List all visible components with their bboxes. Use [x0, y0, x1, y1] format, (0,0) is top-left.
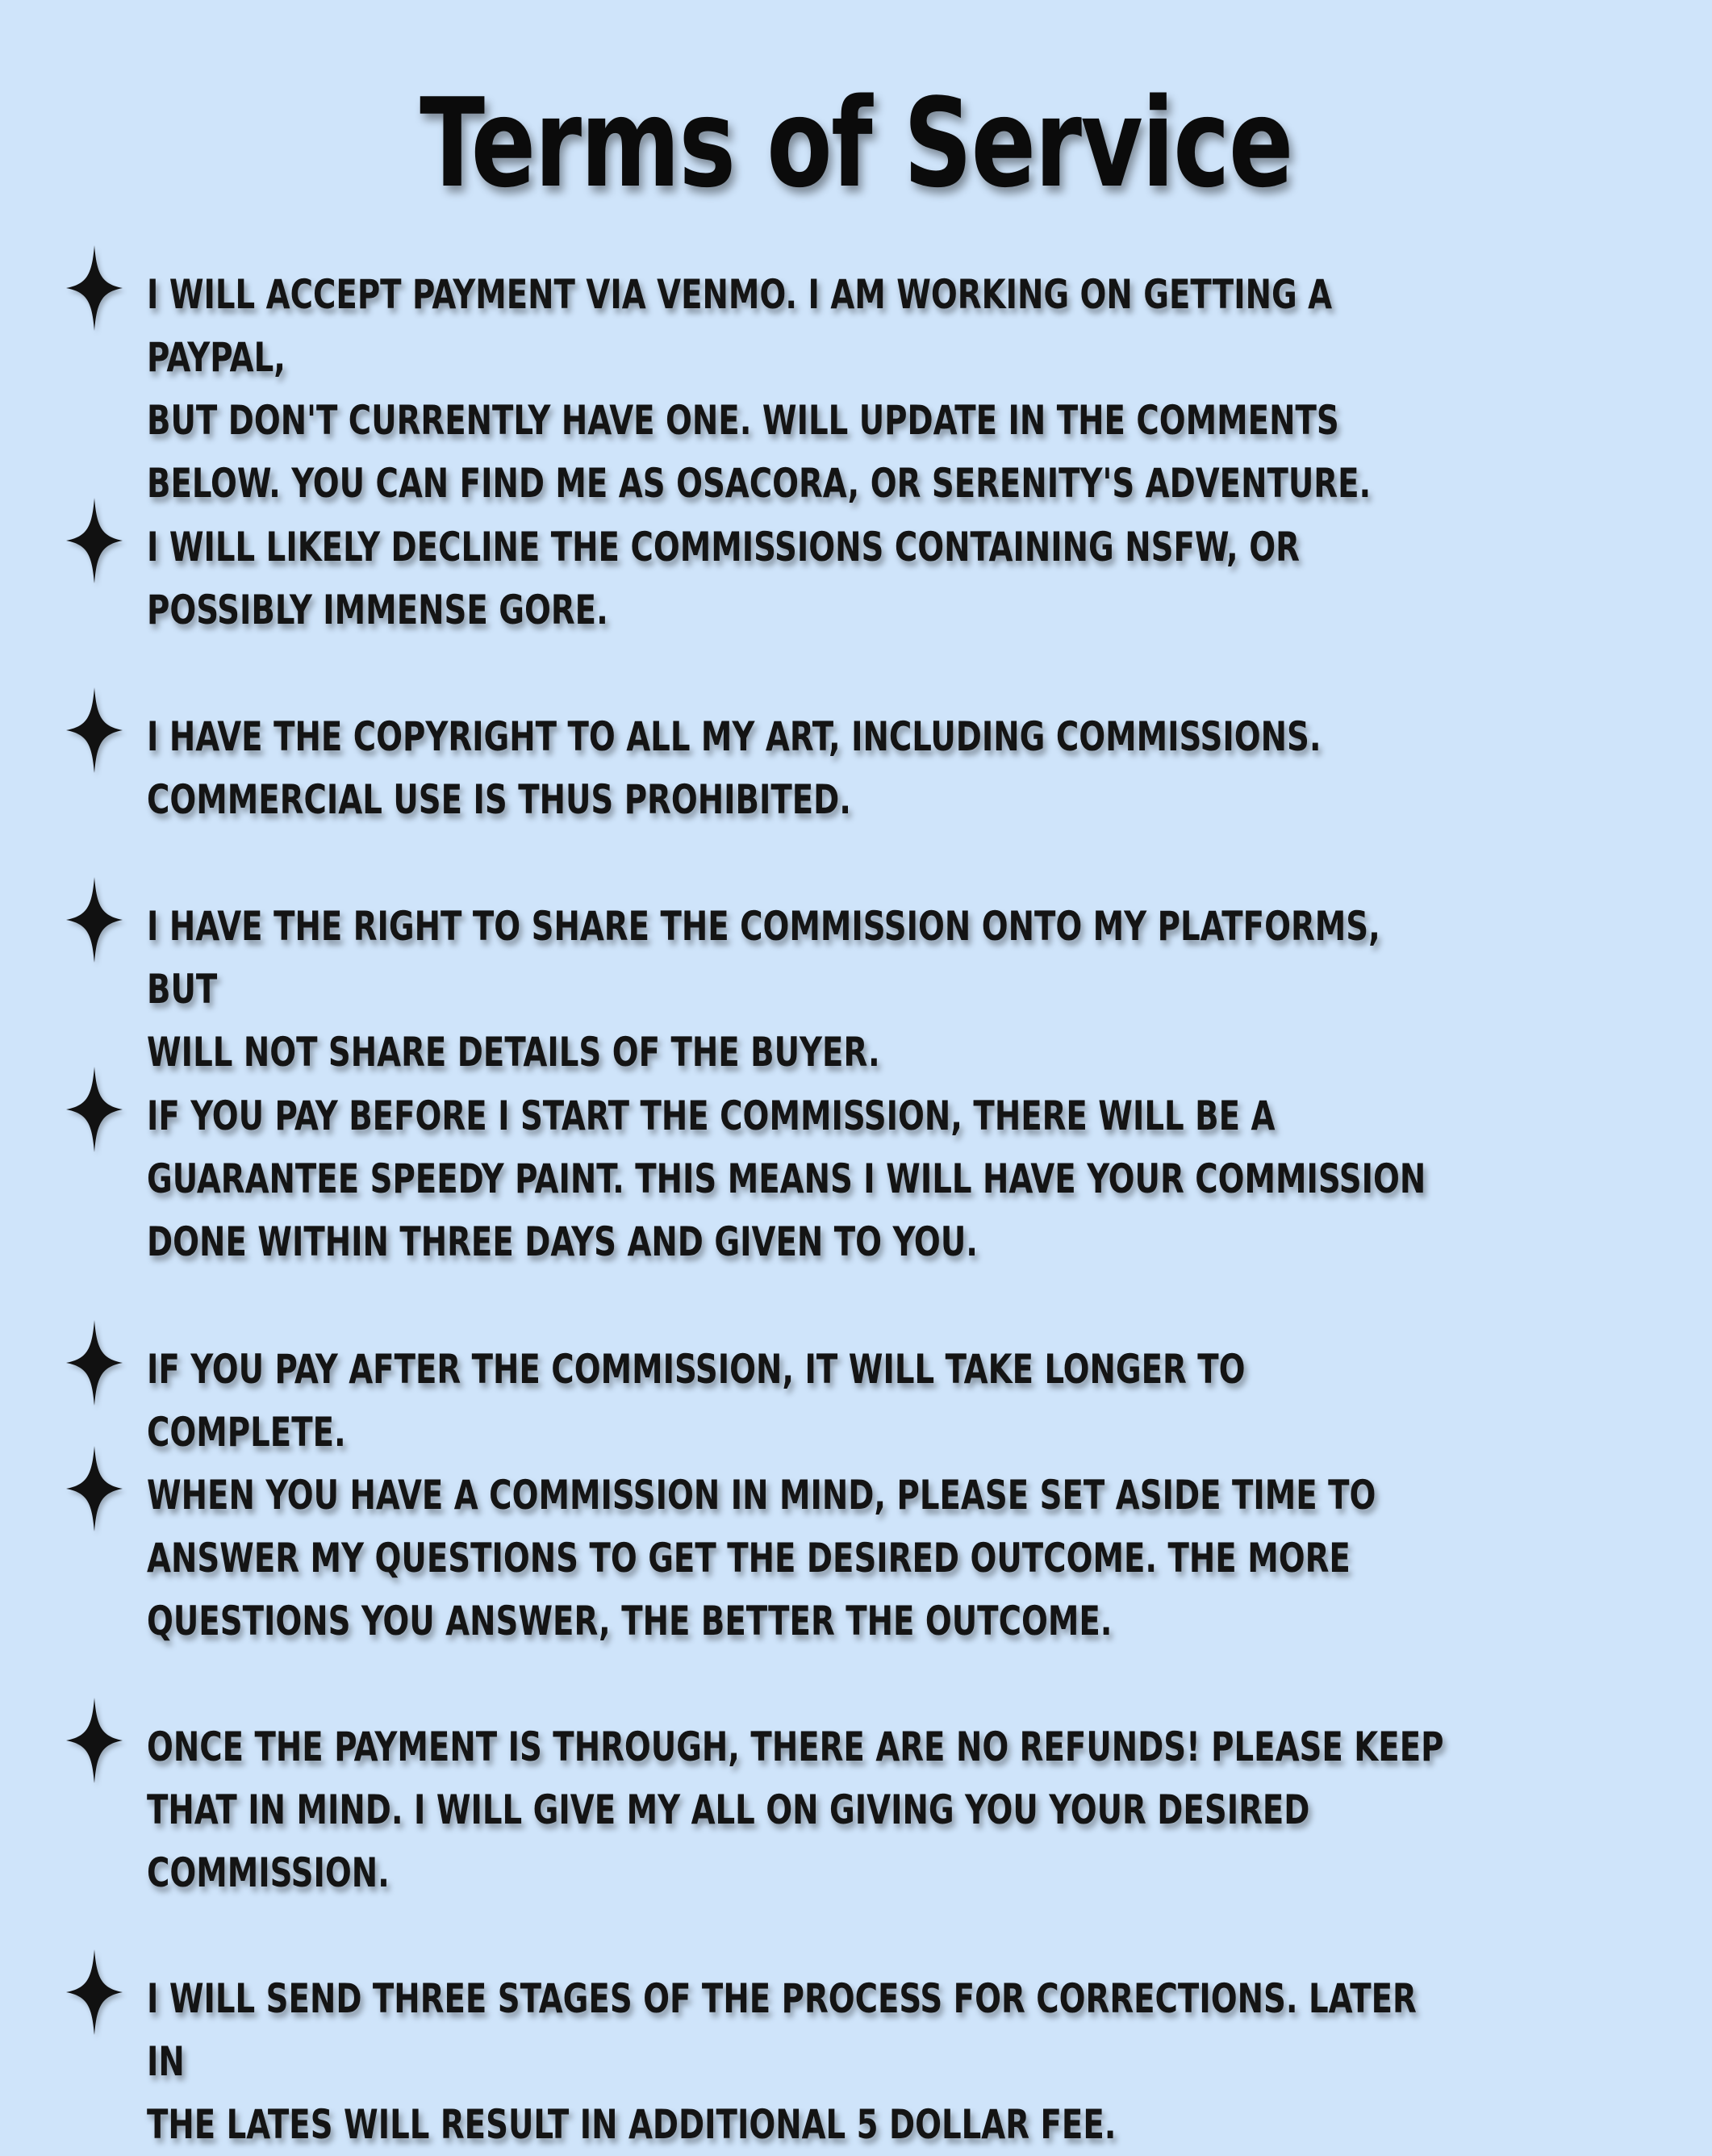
four-point-star-icon [66, 1067, 123, 1152]
rule-text: I WILL LIKELY DECLINE THE COMMISSIONS CONTAINING NSFW, OR POSSIBLY IMMENSE GORE. [147, 524, 1300, 633]
four-point-star-icon [66, 877, 123, 963]
four-point-star-icon [66, 1698, 123, 1783]
rule-text: IF YOU PAY BEFORE I START THE COMMISSION, THERE WILL BE A GUARANTEE SPEEDY PAINT. THIS MEANS I WILL HAVE YOUR COMMISSION DONE WITHIN THREE DAYS AND GIVEN TO YOU. [147, 1093, 1426, 1265]
four-point-star-icon [66, 1446, 123, 1531]
rule-text: I WILL SEND THREE STAGES OF THE PROCESS FOR CORRECTIONS. LATER IN THE LATES WILL RESULT IN ADDITIONAL 5 DOLLAR FEE. [147, 1975, 1417, 2148]
page-title: Terms of Service [420, 72, 1292, 215]
rule-text: I WILL ACCEPT PAYMENT VIA VENMO. I AM WORKING ON GETTING A PAYPAL, BUT DON'T CURRENTLY HAVE ONE. WILL UPDATE IN THE COMMENTS BELOW. YOU CAN FIND ME AS OSACORA, OR SERENITY'S ADVENTURE. [147, 271, 1372, 507]
rule-text: I HAVE THE RIGHT TO SHARE THE COMMISSION ONTO MY PLATFORMS, BUT WILL NOT SHARE DETAILS OF THE BUYER. [147, 903, 1380, 1076]
rule-text: I HAVE THE COPYRIGHT TO ALL MY ART, INCLUDING COMMISSIONS. COMMERCIAL USE IS THUS PROHIBITED. [147, 713, 1322, 823]
rule-text: ONCE THE PAYMENT IS THROUGH, THERE ARE NO REFUNDS! PLEASE KEEP THAT IN MIND. I WILL GIVE MY ALL ON GIVING YOU YOUR DESIRED COMMISSION. [147, 1724, 1444, 1896]
rule-text: WHEN YOU HAVE A COMMISSION IN MIND, PLEASE SET ASIDE TIME TO ANSWER MY QUESTIONS TO GET THE DESIRED OUTCOME. THE MORE QUESTIONS YOU ANSWER, THE BETTER THE OUTCOME. [147, 1472, 1376, 1644]
four-point-star-icon [66, 687, 123, 773]
four-point-star-icon [66, 498, 123, 583]
four-point-star-icon [66, 245, 123, 331]
four-point-star-icon [66, 1320, 123, 1406]
rule-text: IF YOU PAY AFTER THE COMMISSION, IT WILL TAKE LONGER TO COMPLETE. [147, 1346, 1246, 1456]
four-point-star-icon [66, 1949, 123, 2035]
